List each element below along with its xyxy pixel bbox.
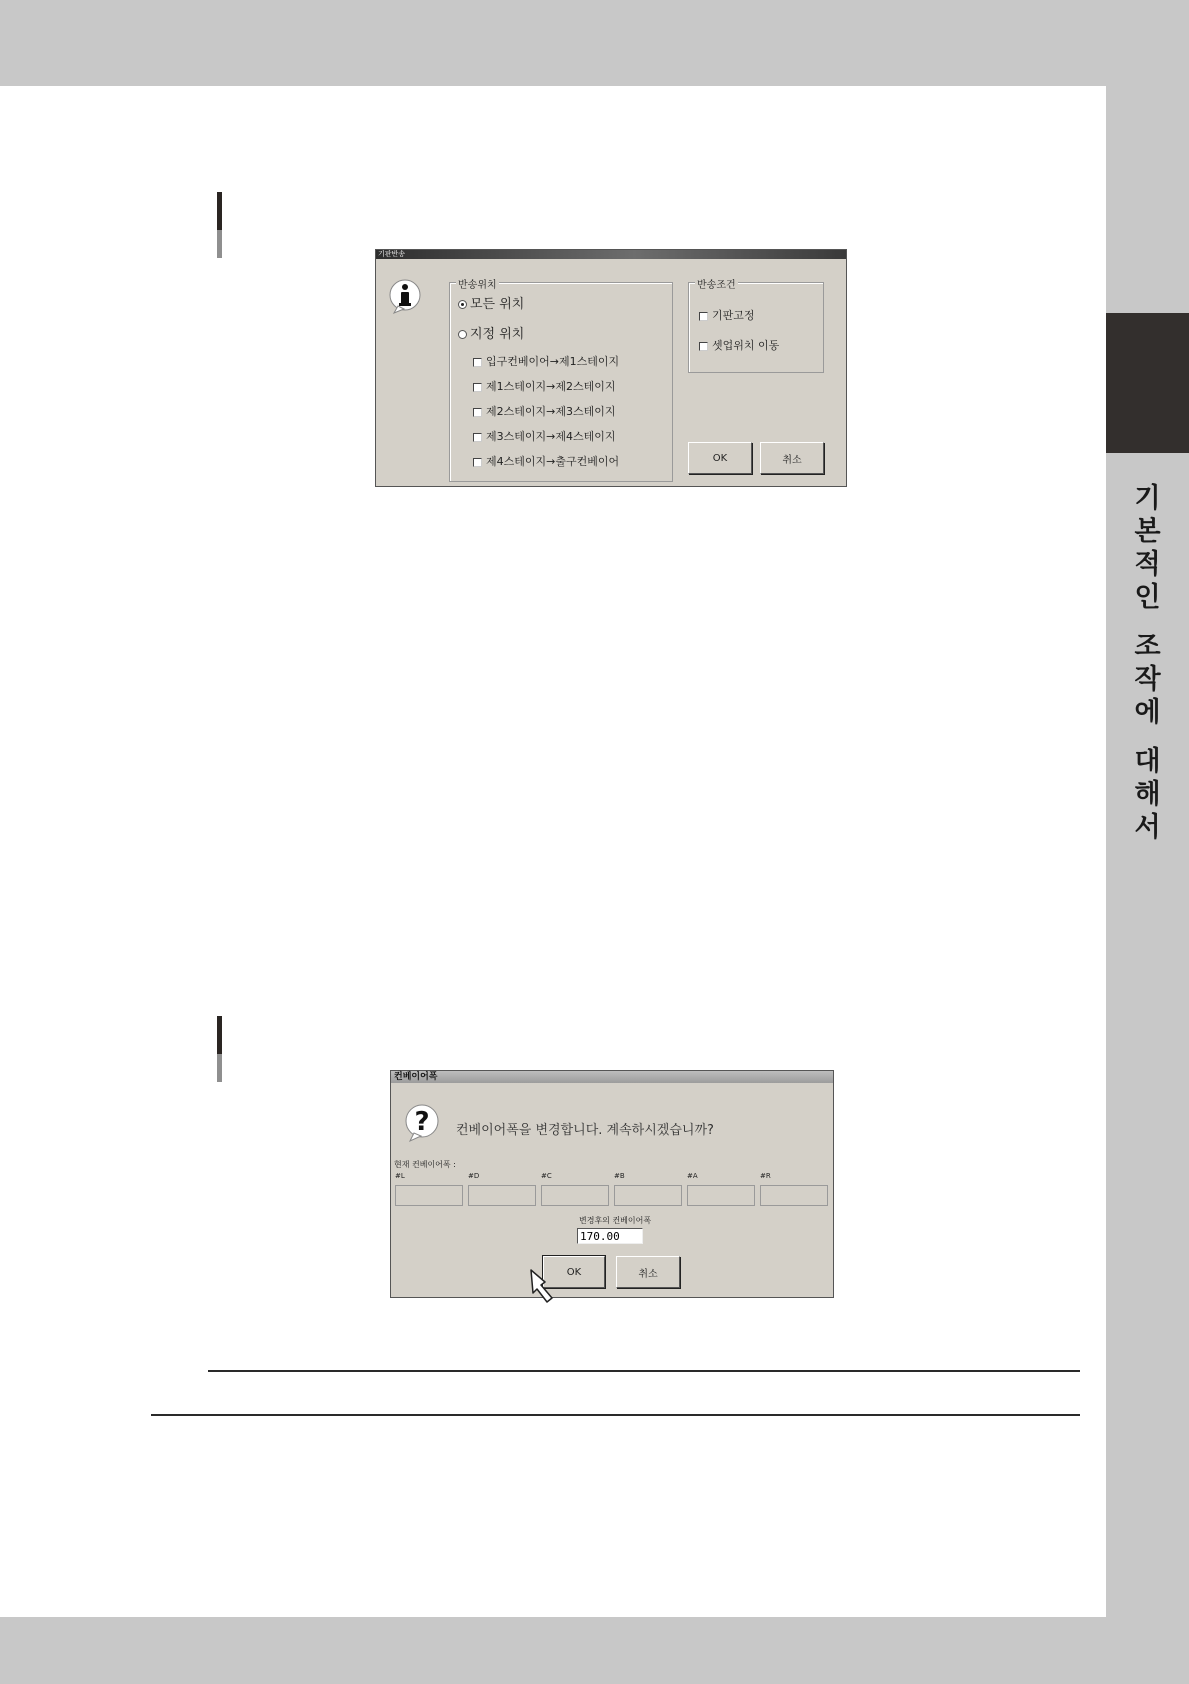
chapter-title-char: 작 [1134,664,1161,695]
cancel-button[interactable]: 취소 [616,1256,680,1288]
checkbox-icon [699,342,708,351]
radio-label: 지정 위치 [470,327,525,342]
checkbox-stage1-to-stage2[interactable] [473,378,615,394]
lane-label: #D [468,1172,480,1180]
info-icon [388,278,424,314]
lane-label: #L [395,1172,405,1180]
lane-width-field [395,1185,463,1206]
lane-width-row [395,1172,825,1206]
checkbox-label: 제2스테이지→제3스테이지 [486,405,616,418]
checkbox-label: 입구컨베이어→제1스테이지 [486,355,620,368]
board-transfer-dialog [375,249,847,487]
lane-label: #B [614,1172,625,1180]
chapter-title-char: 인 [1134,582,1161,613]
checkbox-label: 기판고정 [712,309,755,322]
new-width-input[interactable] [577,1228,643,1244]
radio-label: 모든 위치 [470,297,525,312]
checkbox-entry-to-stage1[interactable] [473,353,619,369]
checkbox-stage4-to-exit[interactable] [473,453,619,469]
checkbox-icon [699,312,708,321]
checkbox-stage2-to-stage3[interactable] [473,403,615,419]
checkbox-icon [473,458,482,467]
transfer-position-group [449,282,673,482]
chapter-title [1106,482,1189,844]
dialog-titlebar: 기판반송 [376,250,846,259]
chapter-title-char: 본 [1134,516,1161,547]
ok-button[interactable]: OK [543,1256,605,1288]
lane-width-field [541,1185,609,1206]
checkbox-label: 제3스테이지→제4스테이지 [486,430,616,443]
transfer-condition-group [688,282,824,373]
chapter-title-char: 에 [1134,697,1161,728]
section-marker [217,192,222,258]
dialog-titlebar: 컨베이어폭 [391,1071,833,1083]
checkbox-move-setup-position[interactable] [699,337,779,353]
question-icon [403,1103,443,1143]
conveyor-width-dialog [390,1070,834,1298]
pointer-hand-icon [528,1268,562,1312]
lane-width-field [687,1185,755,1206]
section-marker [217,1016,222,1082]
radio-selected-icon [458,300,467,309]
checkbox-icon [473,358,482,367]
radio-icon [458,330,467,339]
checkbox-stage3-to-stage4[interactable] [473,428,615,444]
checkbox-label: 제4스테이지→출구컨베이어 [486,455,620,468]
divider-line [151,1414,1080,1416]
new-width-label: 변경후의 컨베이어폭 [579,1216,652,1225]
cancel-button[interactable]: 취소 [760,442,824,474]
checkbox-icon [473,383,482,392]
checkbox-label: 제1스테이지→제2스테이지 [486,380,616,393]
group-legend: 반송위치 [456,276,499,291]
chapter-title-char: 적 [1134,549,1161,580]
lane-width-field [468,1185,536,1206]
chapter-title-char: 기 [1134,483,1161,514]
radio-specified-position[interactable] [458,323,524,342]
current-width-label: 현재 컨베이어폭 : [394,1160,456,1169]
lane-width-field [760,1185,828,1206]
lane-label: #R [760,1172,771,1180]
chapter-title-char: 해 [1134,779,1161,810]
svg-text:?: ? [414,1107,430,1137]
chapter-tab [1106,313,1189,453]
group-legend: 반송조건 [695,276,738,291]
ok-button[interactable]: OK [688,442,752,474]
checkbox-board-clamp[interactable] [699,307,755,323]
checkbox-icon [473,433,482,442]
divider-line [208,1370,1080,1372]
lane-label: #A [687,1172,698,1180]
checkbox-label: 셋업위치 이동 [712,339,780,352]
checkbox-icon [473,408,482,417]
lane-width-field [614,1185,682,1206]
confirm-message: 컨베이어폭을 변경합니다. 계속하시겠습니까? [456,1123,714,1138]
chapter-title-char: 대 [1134,746,1161,777]
chapter-title-char: 조 [1134,631,1161,662]
lane-label: #C [541,1172,552,1180]
chapter-title-char: 서 [1134,812,1161,843]
radio-all-positions[interactable] [458,293,524,312]
